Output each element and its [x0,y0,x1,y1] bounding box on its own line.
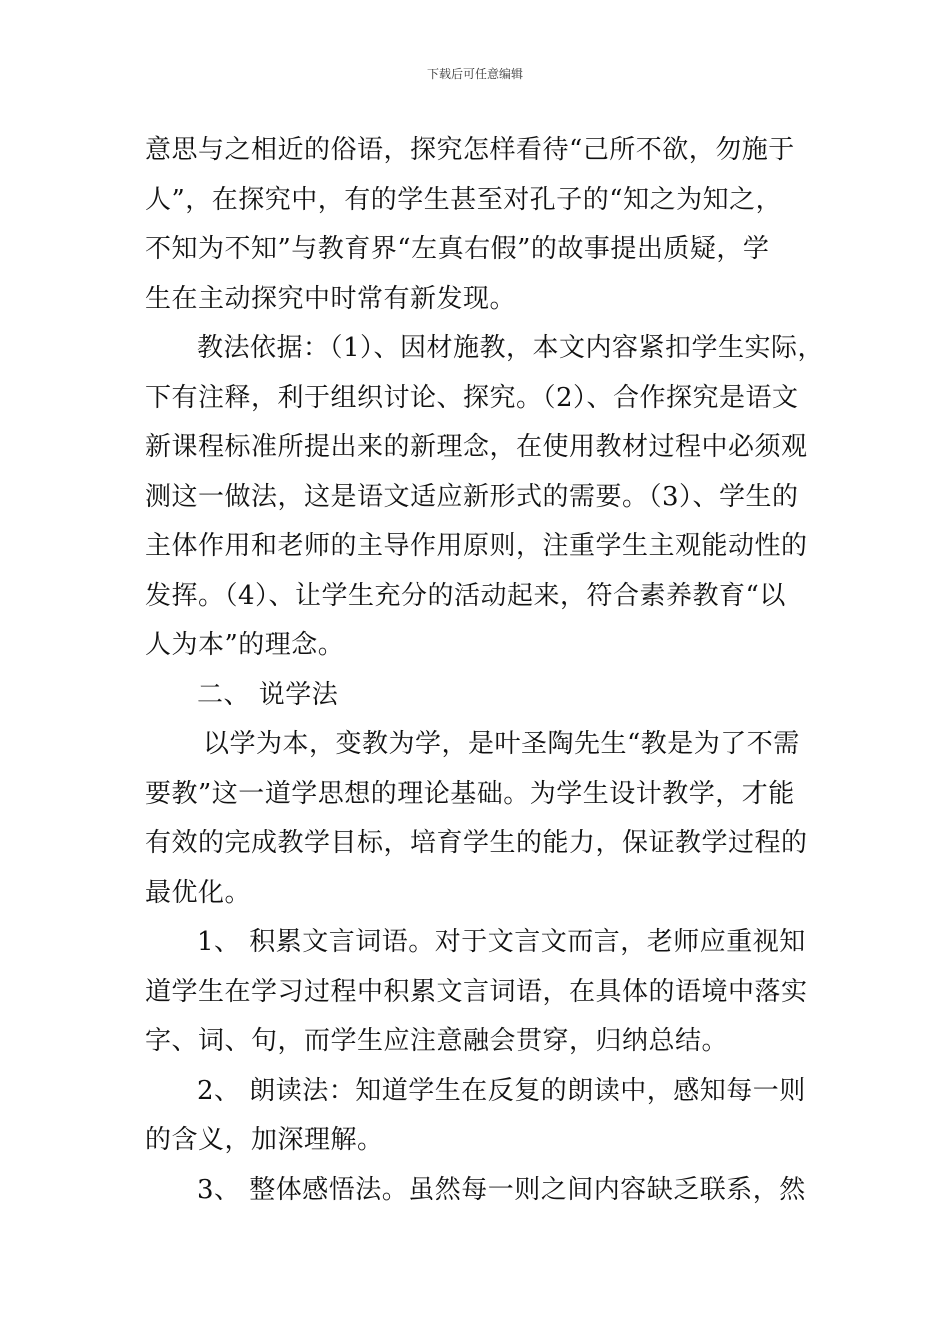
text-line: 最优化。 [145,877,252,908]
section-heading: 二、 说学法 [197,679,339,710]
text-line: 道学生在学习过程中积累文言词语，在具体的语境中落实 [145,976,808,1007]
text-line: 字、词、句，而学生应注意融会贯穿，归纳总结。 [145,1026,729,1056]
text-line: 下有注释，利于组织讨论、探究。（2）、合作探究是语文 [145,382,799,413]
text-line: 有效的完成教学目标，培育学生的能力，保证教学过程的 [145,828,808,858]
page-header: 下载后可任意编辑 [426,67,523,81]
text-line: 人”，在探究中，有的学生甚至对孔子的“知之为知之， [145,184,783,215]
text-line: 人为本”的理念。 [145,630,345,660]
text-line: 的含义，加深理解。 [145,1125,384,1155]
text-line: 发挥。（4）、让学生充分的活动起来，符合素养教育“以 [145,580,786,611]
text-line: 不知为不知”与教育界“左真右假”的故事提出质疑，学 [145,234,770,264]
text-line: 新课程标准所提出来的新理念，在使用教材过程中必须观 [145,432,808,462]
text-line: 主体作用和老师的主导作用原则，注重学生主观能动性的 [145,531,808,561]
text-line: 要教”这一道学思想的理论基础。为学生设计教学，才能 [145,778,795,809]
paragraph-start-line: 以学为本，变教为学，是叶圣陶先生“教是为了不需 [203,729,800,759]
document-body [145,126,825,1215]
list-item-start-line: 2、 朗读法：知道学生在反复的朗读中，感知每一则 [197,1075,806,1106]
list-item-start-line: 1、 积累文言词语。对于文言文而言，老师应重视知 [197,927,806,957]
text-line: 生在主动探究中时常有新发现。 [145,283,517,314]
text-line: 测这一做法，这是语文适应新形式的需要。（3）、学生的 [145,481,799,512]
list-item-start-line: 3、 整体感悟法。虽然每一则之间内容缺乏联系，然 [197,1174,806,1205]
text-line: 意思与之相近的俗语，探究怎样看待“己所不欲，勿施于 [145,135,795,165]
paragraph-start-line: 教法依据：（1）、因材施教，本文内容紧扣学生实际， [197,333,825,363]
